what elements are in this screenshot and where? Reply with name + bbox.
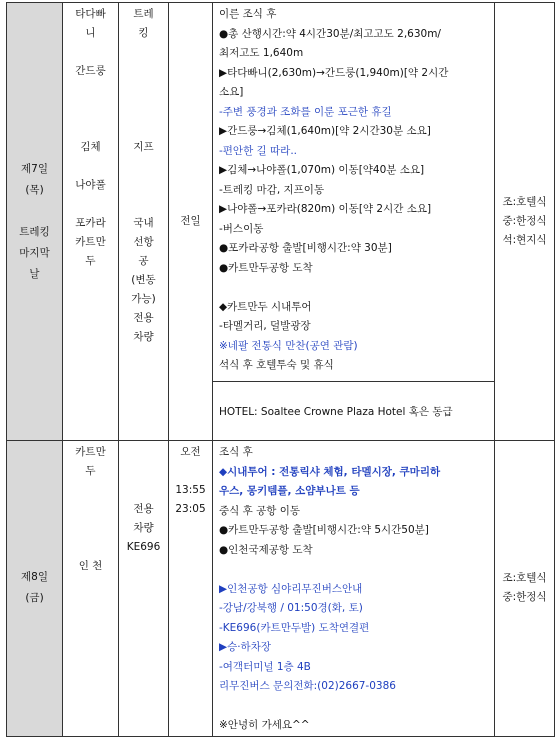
transport-line: 선항 bbox=[133, 236, 154, 248]
schedule-line: -여객터미널 1층 4B bbox=[219, 660, 311, 673]
schedule-line bbox=[219, 278, 488, 298]
location-line bbox=[63, 538, 118, 557]
day7-meal-dinner: 석:현지식 bbox=[502, 234, 547, 246]
schedule-line: ▶나야폴→포카라(820m) 이동[약 2시간 소요] bbox=[219, 203, 432, 215]
transport-line bbox=[119, 119, 168, 138]
transport-line: 국내 bbox=[133, 217, 154, 229]
day8-transport bbox=[119, 441, 168, 557]
day7-meals-cell bbox=[495, 3, 555, 441]
location-line bbox=[63, 481, 118, 500]
schedule-line: ◆시내투어 : 전통릭샤 체험, 타멜시장, 쿠마리하 bbox=[219, 465, 441, 478]
schedule-line: ※네팔 전통식 만찬(공연 관람) bbox=[219, 339, 358, 352]
schedule-line: -편안한 길 따라.. bbox=[219, 144, 297, 157]
day8-meal-breakfast: 조:호텔식 bbox=[502, 572, 547, 585]
location-line bbox=[63, 519, 118, 538]
day8-row bbox=[7, 441, 555, 737]
schedule-line: ●총 산행시간:약 4시간30분/최고고도 2,630m/ bbox=[219, 27, 441, 40]
transport-line: 공 bbox=[138, 255, 149, 267]
day8-day-label: 제8일 (금) bbox=[21, 571, 48, 605]
transport-line bbox=[119, 81, 168, 100]
schedule-line: -버스이동 bbox=[219, 222, 264, 235]
schedule-line: ▶간드룽→김체(1,640m)[약 2시간30분 소요] bbox=[219, 125, 431, 137]
schedule-line: -트레킹 마감, 지프이동 bbox=[219, 183, 325, 196]
location-line: 김체 bbox=[80, 141, 101, 153]
transport-line bbox=[119, 443, 168, 462]
transport-line: KE696 bbox=[126, 541, 161, 553]
location-line: 타다빠 bbox=[75, 8, 106, 20]
day7-transport bbox=[119, 3, 168, 347]
schedule-line: 최저고도 1,640m bbox=[219, 47, 304, 59]
transport-line: 차량 bbox=[133, 331, 154, 343]
transport-line bbox=[119, 481, 168, 500]
schedule-line: ▶김체→나야폴(1,070m) 이동[약40분 소요] bbox=[219, 164, 425, 176]
transport-line bbox=[119, 157, 168, 176]
day7-day-cell bbox=[7, 3, 63, 441]
schedule-line: ※안녕히 가세요^^ bbox=[219, 719, 310, 731]
schedule-line bbox=[219, 697, 488, 717]
location-line: 두 bbox=[85, 465, 96, 477]
schedule-line: ●포카라공항 출발[비행시간:약 30분] bbox=[219, 242, 392, 254]
transport-line bbox=[119, 176, 168, 195]
schedule-line: 소요] bbox=[219, 86, 244, 98]
day7-meal-breakfast: 조:호텔식 bbox=[502, 196, 547, 208]
transport-line: (변동 bbox=[131, 274, 156, 286]
transport-line: 트레 bbox=[133, 8, 154, 20]
day7-day-label: 제7일 (목) 트레킹 마지막 날 bbox=[19, 162, 50, 280]
location-line bbox=[63, 43, 118, 62]
location-line bbox=[63, 100, 118, 119]
location-line: 두 bbox=[85, 255, 96, 267]
location-line: 카트만 bbox=[75, 446, 106, 458]
schedule-line: 조식 후 bbox=[219, 446, 253, 458]
day8-time-cell bbox=[169, 441, 213, 737]
schedule-line: 우스, 몽키템플, 소얌부나트 등 bbox=[219, 485, 360, 497]
schedule-line: ◆카트만두 시내투어 bbox=[219, 300, 312, 313]
day7-time: 전일 bbox=[180, 215, 201, 227]
day8-location-cell bbox=[63, 441, 119, 737]
day7-locations bbox=[63, 3, 118, 271]
schedule-line: -타멜거리, 덜발광장 bbox=[219, 320, 311, 332]
location-line bbox=[63, 500, 118, 519]
day7-meal-lunch: 중:한정식 bbox=[502, 215, 547, 227]
day8-schedule-cell bbox=[213, 441, 495, 737]
transport-line: 전용 bbox=[133, 503, 154, 515]
location-line: 간드룽 bbox=[75, 65, 106, 77]
day7-hotel-cell bbox=[213, 382, 495, 441]
schedule-line: 중식 후 공항 이동 bbox=[219, 504, 301, 517]
day7-schedule-cell bbox=[213, 3, 495, 382]
day8-day-cell bbox=[7, 441, 63, 737]
location-line bbox=[63, 195, 118, 214]
transport-line: 킹 bbox=[138, 27, 149, 39]
time-line: 오전 bbox=[180, 446, 201, 458]
itinerary-table bbox=[6, 2, 555, 737]
day7-transport-cell bbox=[119, 3, 169, 441]
location-line: 카트만 bbox=[75, 236, 106, 248]
location-line: 니 bbox=[85, 27, 96, 39]
day7-row bbox=[7, 3, 555, 382]
day8-transport-cell bbox=[119, 441, 169, 737]
transport-line: 지프 bbox=[133, 141, 154, 153]
schedule-line: ▶승·하차장 bbox=[219, 641, 271, 653]
schedule-line: ●카트만두공항 도착 bbox=[219, 261, 313, 274]
day8-meals-cell bbox=[495, 441, 555, 737]
transport-line bbox=[119, 195, 168, 214]
transport-line: 전용 bbox=[133, 312, 154, 324]
time-line: 23:05 bbox=[175, 503, 206, 515]
day8-schedule bbox=[213, 441, 494, 736]
transport-line bbox=[119, 43, 168, 62]
day8-meal-lunch: 중:한정식 bbox=[502, 591, 547, 604]
location-line bbox=[63, 119, 118, 138]
schedule-line: ●인천국제공항 도착 bbox=[219, 543, 313, 556]
day7-schedule bbox=[213, 3, 494, 376]
schedule-line: -KE696(카트만두발) 도착연결편 bbox=[219, 621, 370, 634]
schedule-line: -주변 풍경과 조화를 이룬 포근한 휴길 bbox=[219, 105, 392, 118]
location-line bbox=[63, 157, 118, 176]
schedule-line bbox=[219, 560, 488, 580]
time-line bbox=[169, 462, 212, 481]
transport-line: 가능) bbox=[131, 293, 156, 305]
schedule-line: 리무진버스 문의전화:(02)2667-0386 bbox=[219, 680, 396, 692]
transport-line bbox=[119, 100, 168, 119]
location-line: 인 천 bbox=[78, 560, 103, 572]
location-line bbox=[63, 81, 118, 100]
schedule-line: 이른 조식 후 bbox=[219, 8, 277, 20]
day7-location-cell bbox=[63, 3, 119, 441]
schedule-line: 석식 후 호텔투숙 및 휴식 bbox=[219, 359, 334, 371]
transport-line bbox=[119, 462, 168, 481]
schedule-line: -강남/강북행 / 01:50경(화, 토) bbox=[219, 602, 363, 614]
schedule-line: ▶타다빠니(2,630m)→간드룽(1,940m)[약 2시간 bbox=[219, 66, 449, 79]
day8-locations bbox=[63, 441, 118, 576]
time-line: 13:55 bbox=[175, 484, 206, 496]
transport-line bbox=[119, 62, 168, 81]
transport-line: 차량 bbox=[133, 522, 154, 534]
day8-time bbox=[169, 441, 212, 519]
schedule-line: ●카트만두공항 출발[비행시간:약 5시간50분] bbox=[219, 524, 429, 536]
day7-hotel-text: HOTEL: Soaltee Crowne Plaza Hotel 혹은 동급 bbox=[219, 405, 453, 418]
location-line: 나야풀 bbox=[75, 179, 106, 191]
schedule-line: ▶인천공항 심야리무진버스안내 bbox=[219, 582, 363, 595]
location-line: 포카라 bbox=[75, 217, 106, 229]
day7-time-cell bbox=[169, 3, 213, 441]
